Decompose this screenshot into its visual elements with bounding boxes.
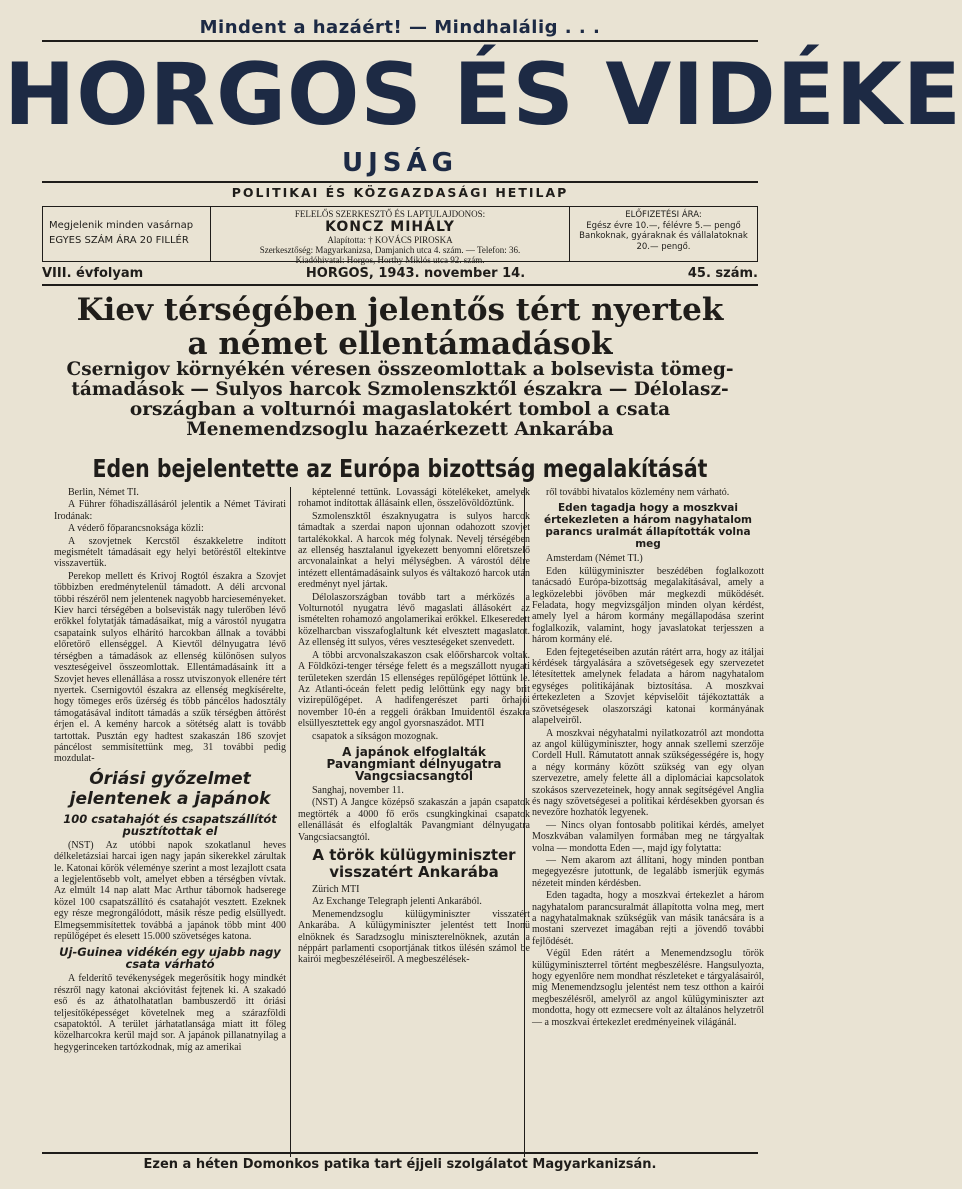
text-paragraph: A véderő főparancsnoksága közli: [68, 523, 204, 535]
text-paragraph: képtelenné tettünk. Lovassági kötelékeket, amelyek rohamot indítottak állásaink ellen, összelövöldöztünk. [298, 487, 530, 510]
editor-name: KONCZ MIHÁLY [325, 219, 455, 235]
footer-rule [42, 1152, 758, 1154]
headline-line-1: Kiev térségében jelentős tért nyertek [76, 292, 724, 328]
text-paragraph: Szmolenszktől északnyugatra is sulyos harcok támadtak a szerdai napon ujonnan odahozott szovjet tartalékokkal. A harcok még folynak. Nevelj térségében az ellenség hasztalanul igyekezett benyomni előretszelő arcvonalainkat a helyi mélységben. A várostól délre intézett ellentámadásaink sulyos és váltakozó harcok után eredményt nyel jártak. [298, 510, 530, 591]
text-paragraph: (NST) Az utóbbi napok szokatlanul heves délkeletázsiai harcai igen nagy japán sikerekkel zárultak le. Katonai körök véleménye szerint a most lezajlott csata a legjelentősebb volt, amelyet ebben a térségben vívtak. Az elmúlt 14 nap alatt Mac Arthur tábornok hadserege közel 100 csapatszállító és csatahajót vesztett. Ezeknek egy része megrongálódott, másik része pedig elsüllyedt. Elmegsemmisítettek továbbá a japánok több mint 400 repülőgépet és elesett 15.000 szövetséges katona. [54, 839, 286, 942]
info-subscription [569, 207, 757, 261]
publisher-note: Kiadóhivatal: Horgos, Horthy Miklós utca 92. szám. [295, 255, 485, 265]
japan-victory-headline: Óriási győzelmet jelentenek a japánok [69, 768, 271, 809]
text-paragraph: Zürich MTI [312, 883, 360, 895]
masthead-title: HORGOS ÉS VIDÉKE [4, 45, 962, 145]
text-paragraph: A Führer főhadiszállásáról jelentik a Német Távirati Irodának: [54, 499, 286, 522]
column-2 [298, 487, 530, 967]
text-paragraph: Sanghaj, november 11. [312, 784, 404, 796]
issue-line [42, 266, 758, 281]
column-1 [54, 487, 286, 1054]
text-paragraph: Berlin, Német TI. [68, 487, 139, 498]
text-paragraph: A többi arcvonalszakaszon csak előőrsharcok voltak. A Földközi-tenger térsége felett és a megszállott nyugati területeken szerdán 15 ellenséges repülőgépet lőttünk le. Az Atlanti-óceán felett pedig lelőttünk egy nagy brit vizirepülőgépet. A hadifengerészet parti őrhajói november 10-én a reggeli órákban Imuidentől északra elsüllyesztettek egy angol gyorsnaszádot. MTI [298, 649, 530, 730]
subhead-line-2: támadások — Sulyos harcok Szmolenszktől északra — Délolasz- [71, 379, 729, 400]
turkish-minister-headline: A török külügyminiszter visszatért Ankarába [312, 845, 516, 881]
headline-line-2: a német ellentámadások [187, 326, 613, 362]
info-editor [211, 207, 569, 265]
text-paragraph: Eden külügyminiszter beszédében foglalkozott tanácsadó Európa-bizottság megalakításával, amely a legközelebbi jövőben már megkezdi működését. Feladata, hogy megvizsgáljon minden olyan kérdést, amely lyel a három kormány megállapodása szerint foglalkozik, valamint, hogy javaslatokat terjesszen a három kormány elé. [532, 565, 764, 646]
column-divider-1 [290, 487, 291, 1157]
text-paragraph: — Nincs olyan fontosabb politikai kérdés, amelyet Moszkvában valamilyen formában meg ne tárgyaltak volna — mondotta Eden —, majd így folytatta: [532, 819, 764, 854]
tagline-rule [42, 181, 758, 183]
volume: VIII. évfolyam [42, 266, 144, 281]
text-paragraph: Menemendzsoglu külügyminiszter visszatért Ankarába. A külügyminiszter jelentést tett Inonü elnöknek és Saradzsoglu miniszterelnöknek, azután a néppárt parlamenti csoportjának titkos ülésén számol be kairói megbeszéléseiről. A megbeszélések- [298, 908, 530, 966]
masthead-info-box [42, 206, 758, 265]
text-paragraph: — Nem akarom azt állítani, hogy minden pontban megegyezésre jutottunk, de legalább ismerjük egymás nézeteit minden kérdésben. [532, 854, 764, 889]
column-3 [532, 487, 764, 1029]
subscription-title: ELŐFIZETÉSI ÁRA: [625, 210, 702, 220]
appears-note: Megjelenik minden vasárnap [49, 220, 194, 231]
subhead-line-1: Csernigov környékén véresen összeomlottak a bolsevista tömeg- [66, 359, 734, 380]
subscription-bank: Bankoknak, gyáraknak és vállalatoknak 20.— pengő. [579, 231, 748, 252]
footer-notice: Ezen a héten Domonkos patika tart éjjeli szolgálatot Magyarkanizsán. [143, 1157, 657, 1172]
eden-denial-headline: Eden tagadja hogy a moszkvai értekezleten a három nagyhatalom parancs uralmát állapították volna meg [544, 502, 752, 551]
japan-victory-subhead: 100 csatahajót és csapatszállítót pusztítottak el [63, 811, 277, 838]
text-paragraph: A szovjetnek Kercstől északkeletre indított megismételt támadásait egy helyi betöréstől eltekintve visszavertük. [54, 535, 286, 570]
subscription-rate: Egész évre 10.—, félévre 5.— pengő [586, 220, 741, 231]
text-paragraph: Délolaszországban tovább tart a mérközés a Volturnotól nyugatra lévő magaslati állásokért az ismételten rohamozó angolamerikai erőkkel. Elkeseredett közelharcban visszafoglaltunk két elvesztett magaslatot. Az ellenség itt sulyos, véres veszteségeket szenvedett. [298, 591, 530, 649]
main-headline [0, 293, 800, 361]
article-columns [36, 487, 764, 1157]
issue-number: 45. szám. [687, 266, 758, 281]
text-paragraph: Eden tagadta, hogy a moszkvai értekezlet a három nagyhatalom parancsuralmát állapította volna meg, mert a nagyhatalmaknak szükségük van másik tanácsára is a mostani szervezet imagában rejti a jövendő további fejlődését. [532, 890, 764, 947]
new-guinea-headline: Uj-Guinea vidékén egy ujabb nagy csata várható [59, 945, 281, 972]
subhead-line-3: országban a volturnói magaslatokért tombol a csata [129, 399, 671, 420]
text-paragraph: A moszkvai négyhatalmi nyilatkozatról azt mondotta az angol külügyminiszter, hogy annak szellemi szerzője Cordell Hull. Rámutatott annak szükségességére is, hogy a négy kormány között szükség van egy olyan szervezetre, amely felette áll a diplomáciai kapcsolatok szokásos szervezeteinek, hogy annak segítségével Anglia és nagy szövetségesei a politikai kérdésekben gyorsan és nevezőre hozhatók legyenek. [532, 727, 764, 819]
text-paragraph: Eden fejtegetéseiben azután rátért arra, hogy az itáljai kérdések tárgyalására a szövetségesek egy szervezetet létesítettek amelynek feladata a három nagyhatalom egységes politikájának biztosítása. A moszkvai értekezleten a Szovjet képviselőit tájékoztatták a szövetségesek olaszországi katonai kormányának alapelveiről. [532, 646, 764, 727]
tagline: POLITIKAI ÉS KÖZGAZDASÁGI HETILAP [231, 185, 569, 200]
text-paragraph: Az Exchange Telegraph jelenti Ankarából. [312, 896, 482, 908]
text-paragraph: Perekop mellett és Krivoj Rogtól északra a Szovjet többizben eredménytelenül támadott. A déli arcvonal többi részéről nem jelentenek nagyobb harcieseményeket. Kiev harci térségében a bolsevisták nagy tulerőben lévő erőkkel folytatják támadásaikat, míg a várostól nyugatra csapataink sulyos elhárító harcokban állnak a további előretörő ellenséggel. A Kievtől délnyugatra lévő térségben a támadások az ellenség különösen sulyos veszteségeivel összeomlottak. Ellentámadásaink itt a Szovjet heves ellenállása a rossz utviszonyok ellenére tért nyertek. Csernigovtól északra az ellenség megkísérelte, hogy tömeges erős üzérség és több páncélos hadosztály támogatásával indított támadás a szűk térségben áttörést érjen el. A kemény harcok a sötétség alatt is tovább tartottak. Pusztán egy hadtest szakaszán 186 szovjet páncélost semmisítettünk meg, 31 további pedig mozdulat- [54, 570, 286, 765]
office-note: Szerkesztőség: Magyarkanizsa, Damjanich utca 4. szám. — Telefon: 36. [259, 245, 521, 255]
issue-rule [42, 284, 758, 286]
text-paragraph: Végül Eden rátért a Menemendzsoglu török külügyminiszterrel történt megbeszélésre. Hangsulyozta, hogy egyenlőre nem mondhat részleteket e tárgyalásairól, mig Menemendzsoglu jelentést nem tesz otthon a kairói megbeszélésről, amelyről az angol külügyminiszter azt mondotta, hogy ott ezmecsere volt az általános helyzetről — a moszkvai értekezlet eredményeinek világánál. [532, 948, 764, 1028]
text-paragraph: csapatok a síkságon mozognak. [312, 730, 439, 742]
pavangmiant-headline: A japánok elfoglalták Pavangmiant délnyugatra Vangcsiacsangtól [326, 744, 502, 783]
text-paragraph: A felderítő tevékenységek megerősítik hogy mindkét részről nagy katonai akcióvitást fejtenek ki. A szakadó eső és az áthatolhatatlan bambuszerdő itt óriási teljesítőképességet követelnek meg a szárazföldi csapatoktól. A terület járhatatlansága miatt itt főleg közelharcokra kerül majd sor. A japánok pillanatnyilag a hegygerinceken tartózkodnak, míg az amerikai [54, 973, 286, 1053]
founder-note: Alapította: † KOVÁCS PIROSKA [327, 235, 453, 245]
price-note: EGYES SZÁM ÁRA 20 FILLÉR [49, 235, 189, 246]
masthead-subtitle: UJSÁG [342, 148, 458, 178]
subheadline [0, 360, 800, 440]
subhead-line-4: Menemendzsoglu hazaérkezett Ankarába [186, 419, 614, 440]
dateline: HORGOS, 1943. november 14. [305, 266, 526, 281]
top-rule [42, 40, 758, 42]
text-paragraph: (NST) A Jangce középső szakaszán a japán csapatok megtörték a 4000 fő erős csungkingkinai csapatok ellenállását és elfoglalták Pavangmiant délnyugatra Vangcsiacsangtól. [298, 797, 530, 843]
motto: Mindent a hazáért! — Mindhalálig . . . [199, 17, 601, 38]
info-left [43, 207, 211, 261]
banner-headline: Eden bejelentette az Európa bizottság megalakítását [92, 454, 708, 483]
text-paragraph: ről további hivatalos közlemény nem várható. [546, 487, 730, 498]
text-paragraph: Amsterdam (Német TI.) [546, 553, 643, 565]
editor-role: FELELŐS SZERKESZTŐ ÉS LAPTULAJDONOS: [294, 209, 486, 219]
